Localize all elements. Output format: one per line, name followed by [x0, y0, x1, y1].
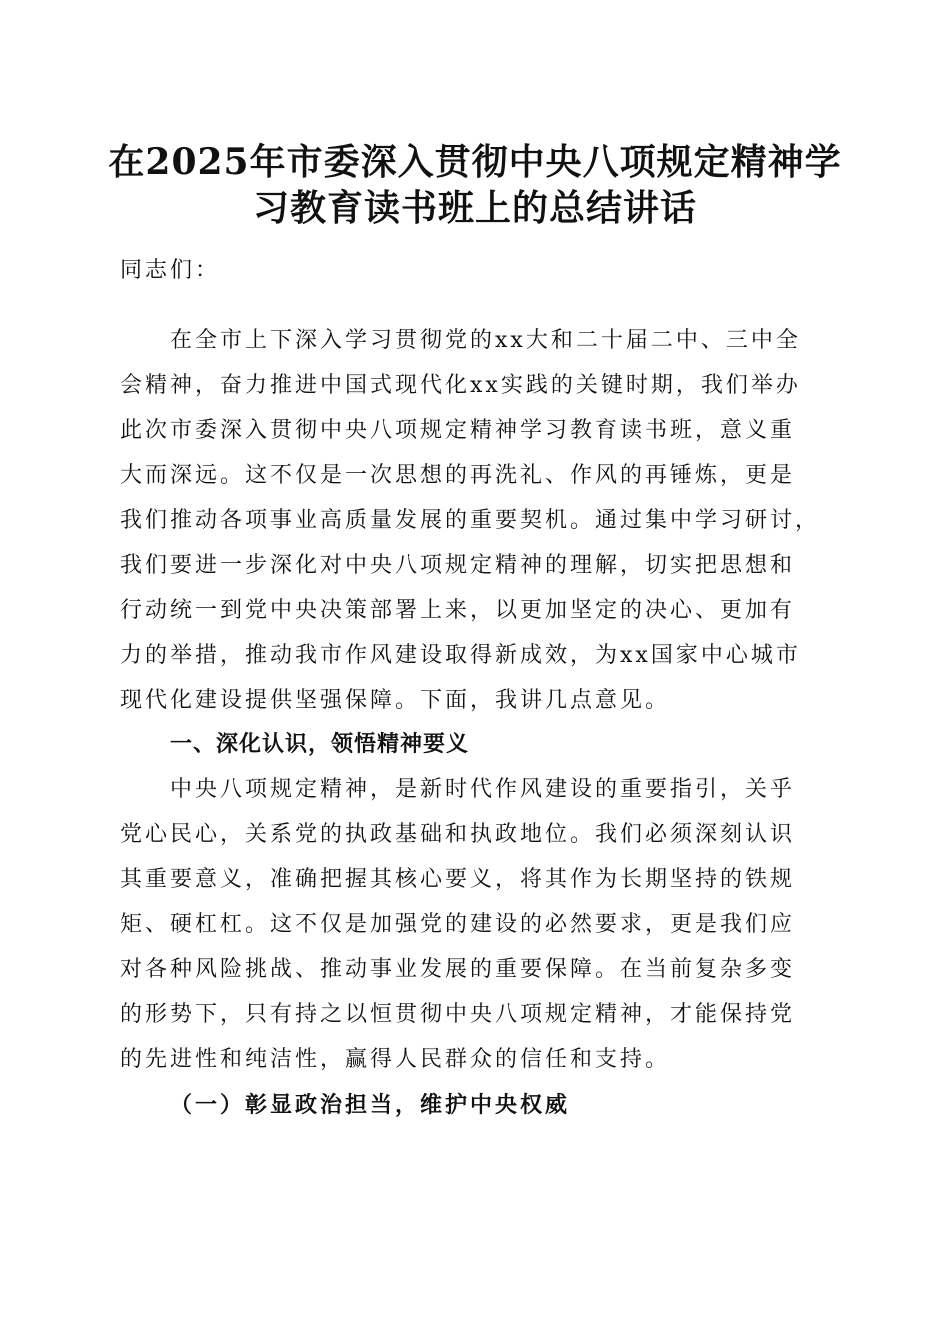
salutation: 同志们：	[120, 258, 221, 283]
paragraph-line: 行动统一到党中央决策部署上来，以更加坚定的决心、更加有	[120, 598, 796, 623]
paragraph-line: 中央八项规定精神，是新时代作风建设的重要指引，关乎	[170, 777, 796, 802]
paragraph-line: 我们推动各项事业高质量发展的重要契机。通过集中学习研讨，	[120, 508, 821, 533]
subsection-heading-1: （一）彰显政治担当，维护中央权威	[170, 1092, 571, 1118]
paragraph-line: 此次市委深入贯彻中央八项规定精神学习教育读书班，意义重	[120, 418, 796, 443]
paragraph-line: 我们要进一步深化对中央八项规定精神的理解，切实把思想和	[120, 553, 796, 578]
paragraph-line: 党心民心，关系党的执政基础和执政地位。我们必须深刻认识	[120, 822, 796, 847]
paragraph-line: 力的举措，推动我市作风建设取得新成效，为xx国家中心城市	[120, 643, 801, 668]
paragraph-line: 矩、硬杠杠。这不仅是加强党的建设的必然要求，更是我们应	[120, 912, 796, 937]
document-title-line-2: 习教育读书班上的总结讲话	[252, 187, 697, 229]
paragraph-line: 大而深远。这不仅是一次思想的再洗礼、作风的再锤炼，更是	[120, 463, 796, 488]
paragraph-line: 其重要意义，准确把握其核心要义，将其作为长期坚持的铁规	[120, 867, 796, 892]
paragraph-line: 现代化建设提供坚强保障。下面，我讲几点意见。	[120, 688, 671, 713]
section-heading-1: 一、深化认识，领悟精神要义	[170, 732, 470, 757]
paragraph-line: 对各种风险挑战、推动事业发展的重要保障。在当前复杂多变	[120, 957, 796, 982]
paragraph-line: 的形势下，只有持之以恒贯彻中央八项规定精神，才能保持党	[120, 1002, 796, 1027]
paragraph-line: 的先进性和纯洁性，赢得人民群众的信任和支持。	[120, 1047, 671, 1072]
paragraph-line: 在全市上下深入学习贯彻党的xx大和二十届二中、三中全	[170, 328, 801, 353]
paragraph-line: 会精神，奋力推进中国式现代化xx实践的关键时期，我们举办	[120, 373, 801, 398]
document-title-line-1: 在2025年市委深入贯彻中央八项规定精神学	[108, 141, 842, 183]
